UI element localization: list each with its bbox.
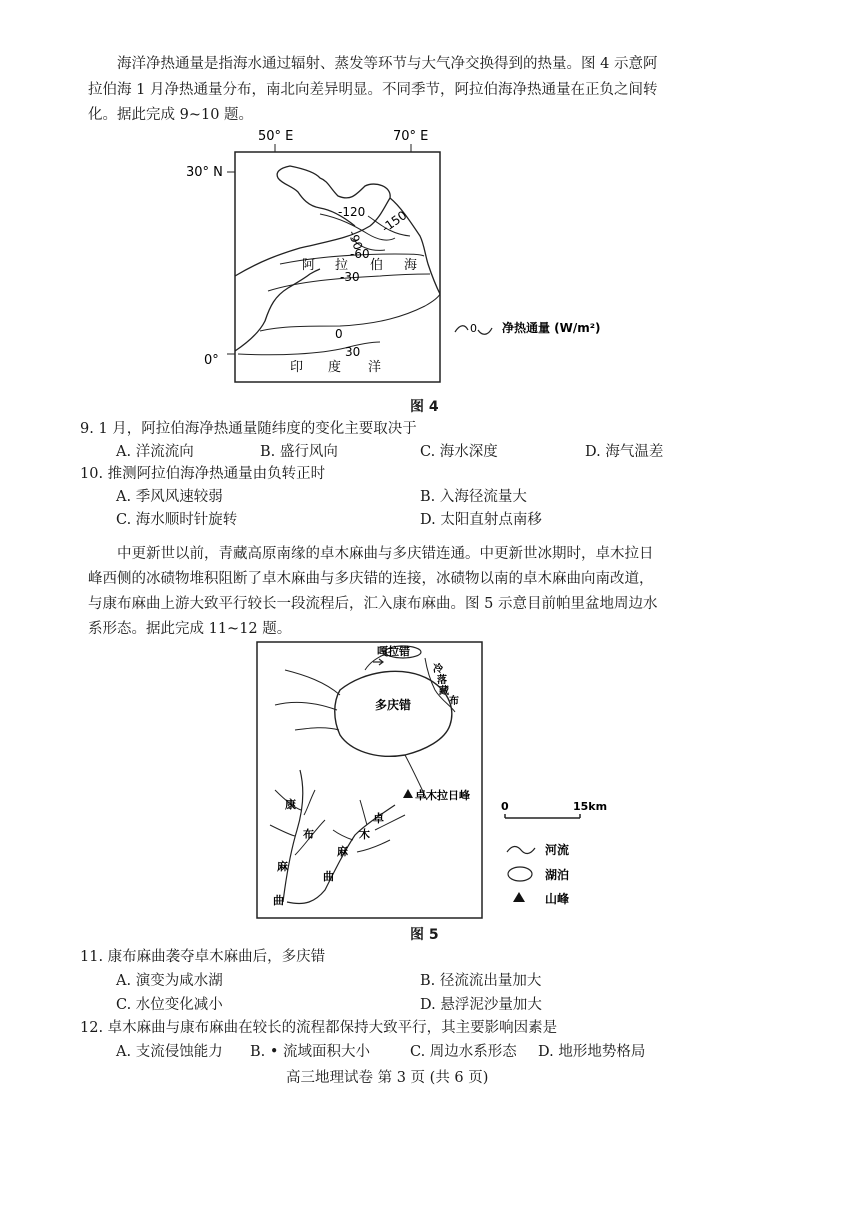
lake-main-label: 多庆错 (375, 698, 412, 712)
peak-marker (403, 789, 413, 798)
q12-option-b[interactable]: B. • 流域面积大小 (250, 1044, 371, 1060)
zhuomu-char-2: 木 (359, 828, 370, 841)
passage1-line3: 化。据此完成 9~10 题。 (88, 107, 254, 123)
q10-stem: 10. 推测阿拉伯海净热通量由负转正时 (80, 466, 326, 482)
q10-option-a[interactable]: A. 季风风速较弱 (116, 489, 223, 505)
q9-option-a[interactable]: A. 洋流流向 (116, 444, 194, 460)
legend-symbol: 0 (470, 322, 477, 335)
label-minus60: -60 (350, 247, 370, 261)
scale-end: 15km (573, 800, 608, 813)
lake-top-label: 嘎拉错 (377, 645, 410, 658)
label-30: 30 (345, 345, 361, 359)
figure-4-map (180, 126, 640, 416)
q11-option-c[interactable]: C. 水位变化减小 (116, 997, 223, 1013)
river-east-char-2: 落 (437, 675, 447, 686)
kangbu-char-1: 康 (285, 798, 296, 811)
q10-option-c[interactable]: C. 海水顺时针旋转 (116, 512, 238, 528)
fig5-caption: 图 5 (410, 927, 439, 943)
fig4-lat2: 0° (204, 353, 219, 368)
zhuomu-char-1: 卓 (373, 812, 384, 825)
lake-main (335, 671, 452, 756)
river-east-char-4: 布 (449, 696, 459, 707)
legend-river-symbol (507, 846, 535, 853)
q11-option-d[interactable]: D. 悬浮泥沙量加大 (420, 997, 542, 1013)
figure-5-map (255, 640, 635, 922)
passage2-line2: 峰西侧的冰碛物堆积阻断了卓木麻曲与多庆错的连接，冰碛物以南的卓木麻曲向南改道， (88, 571, 654, 587)
label-0: 0 (335, 327, 343, 341)
zhuomu-char-3: 麻 (337, 845, 348, 858)
label-minus150: -150 (379, 208, 410, 236)
q12-option-a[interactable]: A. 支流侵蚀能力 (116, 1044, 223, 1060)
page-footer: 高三地理试卷 第 3 页 (共 6 页) (286, 1070, 489, 1086)
passage2-line4: 系形态。据此完成 11~12 题。 (88, 621, 292, 637)
passage1-line2: 拉伯海 1 月净热通量分布，南北向差异明显。不同季节，阿拉伯海净热通量在正负之间转 (88, 82, 658, 98)
ocean-char-1: 印 (290, 360, 304, 375)
fig4-caption: 图 4 (410, 399, 439, 415)
sea-char-1: 阿 (302, 258, 316, 273)
contour-0 (260, 294, 440, 331)
kangbu-char-3: 麻 (277, 860, 288, 873)
label-minus30: -30 (340, 270, 360, 284)
passage2-line1: 中更新世以前，青藏高原南缘的卓木麻曲与多庆错连通。中更新世冰期时，卓木拉日 (117, 546, 654, 562)
sea-char-2: 拉 (335, 258, 349, 273)
q9-option-b[interactable]: B. 盛行风向 (260, 444, 338, 460)
ocean-char-2: 度 (328, 360, 342, 375)
zhuomu-char-4: 曲 (323, 870, 334, 883)
kangbu-char-4: 曲 (273, 894, 284, 907)
legend-lake: 湖泊 (545, 868, 570, 882)
fig5-frame (257, 642, 482, 918)
passage2-line3: 与康布麻曲上游大致平行较长一段流程后，汇入康布麻曲。图 5 示意目前帕里盆地周边水 (88, 596, 658, 612)
ocean-char-3: 洋 (368, 360, 382, 375)
fig4-lat1: 30° N (186, 165, 223, 180)
river-kangbu (283, 770, 303, 902)
label-minus90: -90 (345, 228, 366, 252)
q12-option-d[interactable]: D. 地形地势格局 (538, 1044, 646, 1060)
legend-peak-symbol (513, 892, 525, 902)
fig4-coast-africa (235, 269, 320, 351)
legend-river: 河流 (545, 843, 570, 857)
river-east-char-3: 藏 (439, 686, 449, 697)
q12-option-c[interactable]: C. 周边水系形态 (410, 1044, 517, 1060)
sea-char-4: 海 (404, 258, 418, 273)
legend-label: 净热通量 (W/m²) (502, 321, 601, 335)
scale-start: 0 (501, 800, 509, 813)
sea-char-3: 伯 (370, 258, 384, 273)
q9-option-c[interactable]: C. 海水深度 (420, 444, 498, 460)
q11-option-b[interactable]: B. 径流流出量加大 (420, 973, 542, 989)
label-minus120: -120 (338, 205, 366, 219)
q10-option-d[interactable]: D. 太阳直射点南移 (420, 512, 542, 528)
q9-option-d[interactable]: D. 海气温差 (585, 444, 664, 460)
passage1-line1: 海洋净热通量是指海水通过辐射、蒸发等环节与大气净交换得到的热量。图 4 示意阿 (117, 56, 658, 72)
legend-lake-symbol (508, 867, 532, 881)
kangbu-char-2: 布 (303, 828, 314, 841)
legend-peak: 山峰 (545, 892, 570, 906)
fig4-lon1: 50° E (258, 129, 294, 144)
q11-stem: 11. 康布麻曲袭夺卓木麻曲后，多庆错 (80, 949, 326, 965)
q11-option-a[interactable]: A. 演变为咸水湖 (116, 973, 223, 989)
q10-option-b[interactable]: B. 入海径流量大 (420, 489, 527, 505)
river-east-char-1: 冷 (433, 664, 443, 675)
fig4-lon2: 70° E (393, 129, 429, 144)
q12-stem: 12. 卓木麻曲与康布麻曲在较长的流程都保持大致平行，其主要影响因素是 (80, 1020, 558, 1036)
q9-stem: 9. 1 月，阿拉伯海净热通量随纬度的变化主要取决于 (80, 421, 417, 437)
peak-label: 卓木拉日峰 (415, 789, 470, 802)
